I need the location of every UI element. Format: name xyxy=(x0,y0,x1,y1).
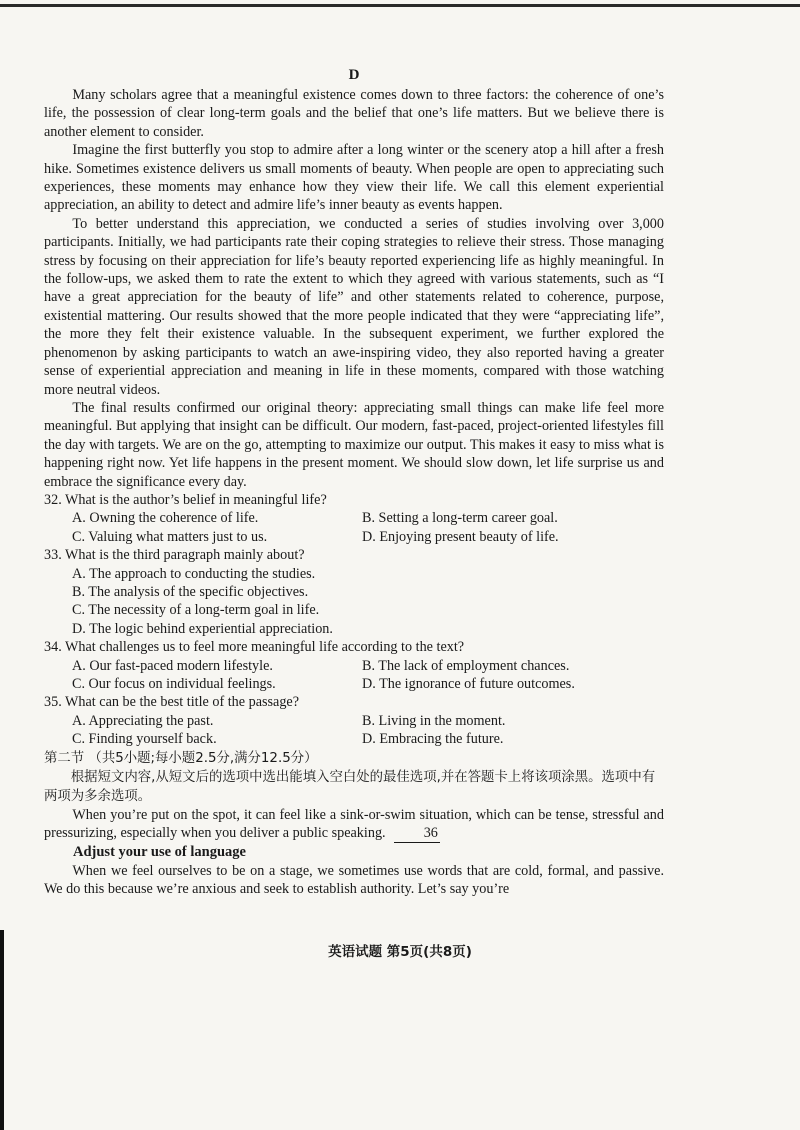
section-2-instruction: 根据短文内容,从短文后的选项中选出能填入空白处的最佳选项,并在答题卡上将该项涂黑。选项中有两项为多余选项。 xyxy=(44,769,656,804)
passage-paragraph-2: Imagine the first butterfly you stop to admire after a long winter or the scenery atop a hill after a fresh hike. Sometimes existence delivers us small moments of beauty. When people are open to appreciating such experiences, these moments may enhance how they view their life. We call this element experiential appreciation, an ability to detect and admire life’s inner beauty as events happen. xyxy=(44,142,664,214)
question-35 xyxy=(44,693,664,748)
option-d: D. The logic behind experiential appreciation. xyxy=(72,620,333,637)
question-34 xyxy=(44,638,664,693)
section-2 xyxy=(44,749,664,899)
page-top-edge xyxy=(0,4,800,7)
reading-passage xyxy=(44,86,664,491)
question-32 xyxy=(44,491,664,546)
option-a: A. The approach to conducting the studies. xyxy=(72,565,316,582)
passage-paragraph-1: Many scholars agree that a meaningful existence comes down to three factors: the coherence of one’s life, the possession of clear long-term goals and the belief that one’s life matters. But we believe there is another element to consider. xyxy=(44,87,664,140)
cloze-paragraph: When we feel ourselves to be on a stage, we sometimes use words that are cold, formal, and passive. We do this because we’re anxious and seek to establish authority. Let’s say you’re xyxy=(44,862,664,898)
blank-36: 36 xyxy=(394,824,440,843)
cloze-intro xyxy=(44,806,664,844)
section-2-header: 第二节 （共5小题;每小题2.5分,满分12.5分） xyxy=(44,750,318,766)
passage-paragraph-4: The final results confirmed our original theory: appreciating small things can make life feel more meaningful. But applying that insight can be difficult. Our modern, fast-paced, project-oriented lifestyles fill the day with targets. We are on the go, attempting to maximize our output. This makes it easy to miss what is happening right now. Yet life happens in the present moment. We should slow down, let life surprise us and embrace the significance every day. xyxy=(44,399,664,490)
option-c: C. Valuing what matters just to us. xyxy=(72,528,268,545)
page-scan-edge xyxy=(0,930,4,1130)
question-33 xyxy=(44,546,664,638)
question-stem: 35. What can be the best title of the passage? xyxy=(44,694,300,711)
exam-page xyxy=(44,66,664,899)
option-b: B. The lack of employment chances. xyxy=(362,657,570,674)
option-a: A. Owning the coherence of life. xyxy=(72,510,259,527)
passage-paragraph-3: To better understand this appreciation, we conducted a series of studies involving over 3,000 participants. Initially, we had participants rate their coping strategies to relieve their stress. Those managing stress by focusing on their appreciation for life’s beauty reported experiencing life as highly meaningful. In the follow-ups, we asked them to rate the extent to which they agreed with various statements, such as “I have a great appreciation for the beauty of life” and other statements related to coherence, purpose, existential mattering. Our results showed that the more people indicated that they were “appreciating life”, the more they felt their existence valuable. In the subsequent experiment, we further explored the phenomenon by asking participants to watch an awe-inspiring video, they also reported having a greater sense of experiential appreciation and meaning in life in these moments, compared with those watching more neutral videos. xyxy=(44,215,664,398)
option-d: D. Embracing the future. xyxy=(362,731,504,748)
option-grid xyxy=(44,509,664,546)
question-stem: 33. What is the third paragraph mainly about? xyxy=(44,547,305,564)
option-d: D. The ignorance of future outcomes. xyxy=(362,676,575,692)
option-c: C. The necessity of a long-term goal in life. xyxy=(72,602,320,619)
option-a: A. Our fast-paced modern lifestyle. xyxy=(72,657,273,674)
question-stem: 32. What is the author’s belief in meaningful life? xyxy=(44,491,327,508)
option-c: C. Our focus on individual feelings. xyxy=(72,676,276,692)
option-b: B. Living in the moment. xyxy=(362,712,506,729)
option-d: D. Enjoying present beauty of life. xyxy=(362,528,559,545)
question-stem: 34. What challenges us to feel more meaningful life according to the text? xyxy=(44,639,465,656)
option-a: A. Appreciating the past. xyxy=(72,712,214,729)
option-b: B. The analysis of the specific objectives. xyxy=(72,583,309,600)
option-grid xyxy=(44,712,664,749)
cloze-heading: Adjust your use of language xyxy=(73,844,246,861)
option-c: C. Finding yourself back. xyxy=(72,731,217,748)
option-b: B. Setting a long-term career goal. xyxy=(362,510,558,527)
page-footer: 英语试题 第5页(共8页) xyxy=(328,944,472,960)
option-grid xyxy=(44,657,664,694)
section-letter: D xyxy=(348,67,360,83)
cloze-intro-text: When you’re put on the spot, it can feel like a sink-or-swim situation, which can be tense, stressful and pressurizing, especially when you deliver a public speaking. xyxy=(44,806,664,842)
